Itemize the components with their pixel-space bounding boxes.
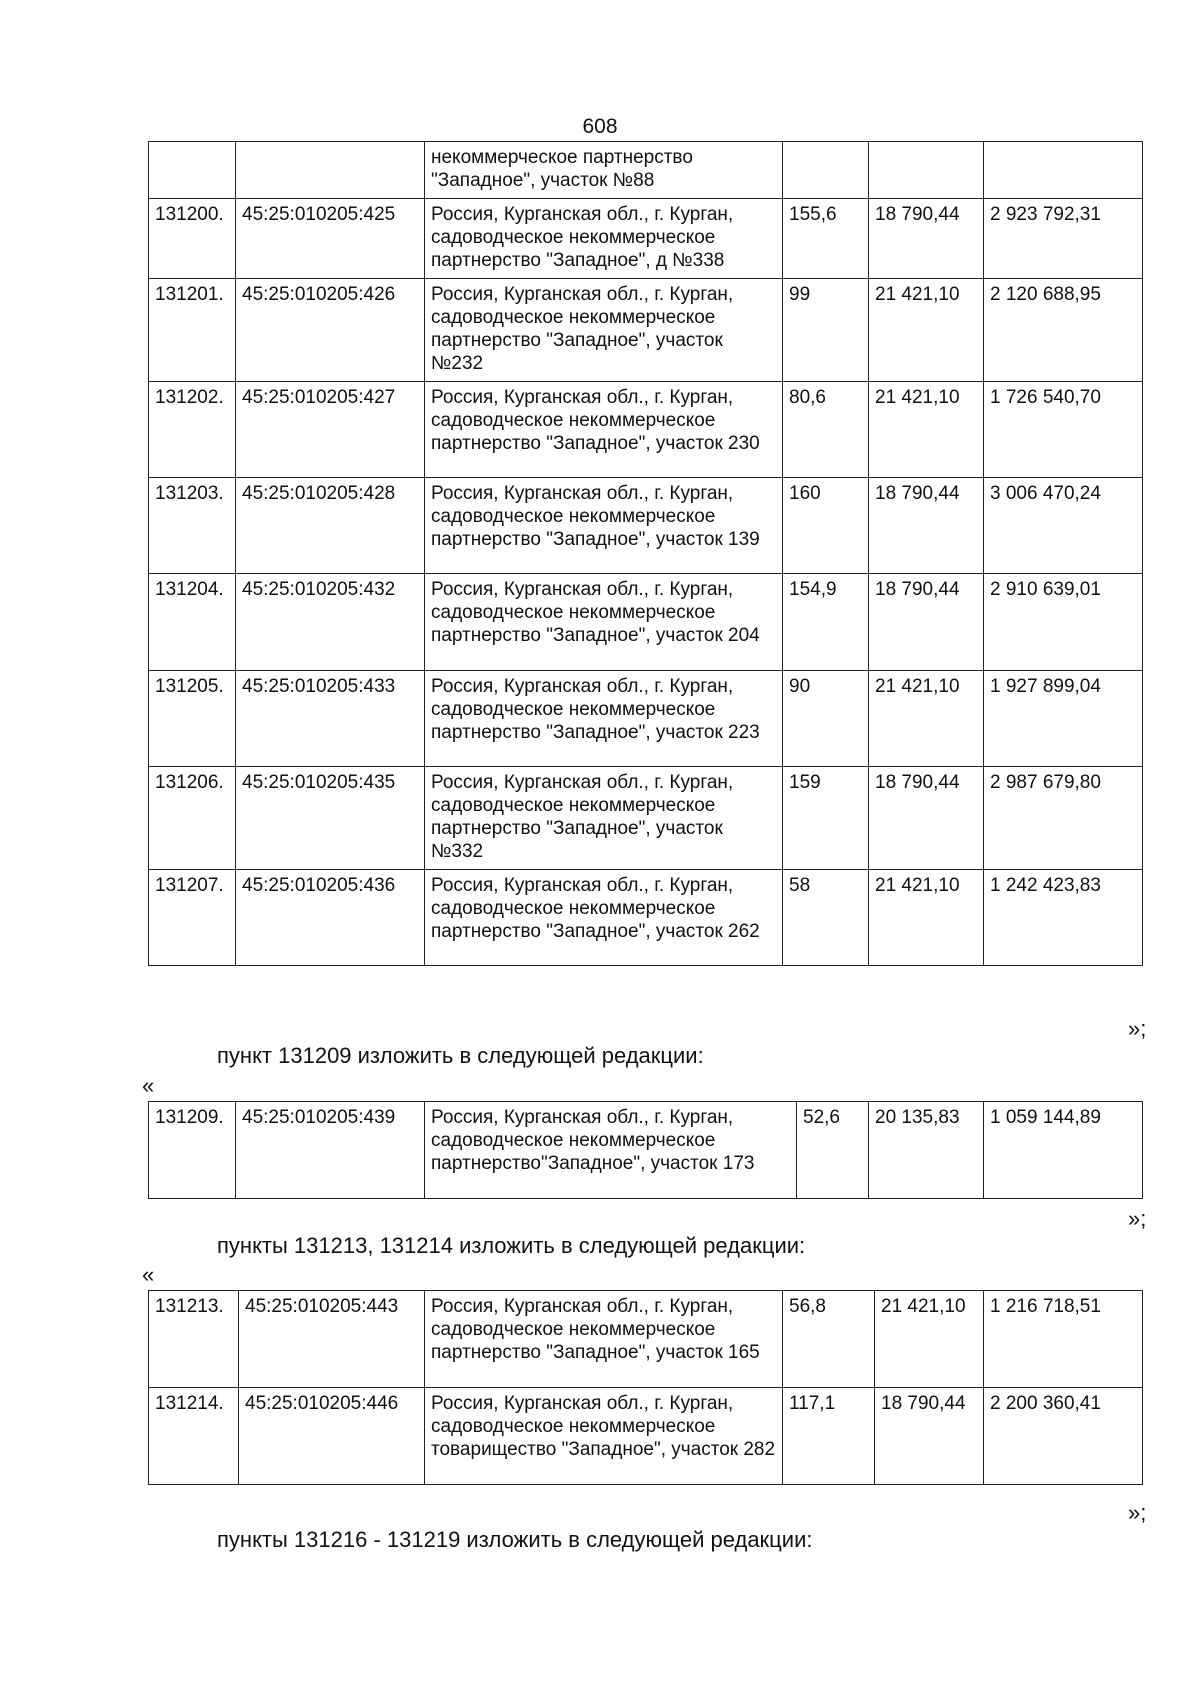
address-cell: Россия, Курганская обл., г. Курган, садоводческое некоммерческое партнерство "Западное", участок 230 xyxy=(425,382,783,478)
cadastral-number-cell: 45:25:010205:446 xyxy=(239,1388,425,1485)
table-row xyxy=(149,279,1143,382)
paragraph-item-131209: пункт 131209 изложить в следующей редакции: xyxy=(217,1043,704,1068)
cadastral-value-cell: 2 120 688,95 xyxy=(984,279,1143,382)
unit-value-cell: 20 135,83 xyxy=(869,1102,984,1199)
row-number-cell: 131203. xyxy=(149,478,236,574)
address-cell: Россия, Курганская обл., г. Курган, садоводческое некоммерческое партнерство "Западное", участок №232 xyxy=(425,279,783,382)
closing-quote-1: »; xyxy=(1128,1016,1147,1041)
cadastral-number-cell: 45:25:010205:425 xyxy=(236,199,425,279)
unit-value-cell: 18 790,44 xyxy=(869,199,984,279)
unit-value-cell: 21 421,10 xyxy=(869,279,984,382)
address-cell: Россия, Курганская обл., г. Курган, садоводческое некоммерческое партнерство "Западное", участок 262 xyxy=(425,870,783,966)
table-row xyxy=(149,142,1143,199)
cadastral-number-cell: 45:25:010205:427 xyxy=(236,382,425,478)
row-number-cell: 131201. xyxy=(149,279,236,382)
cadastral-number-cell: 45:25:010205:426 xyxy=(236,279,425,382)
table-row xyxy=(149,478,1143,574)
area-cell: 99 xyxy=(783,279,869,382)
unit-value-cell: 21 421,10 xyxy=(875,1291,984,1388)
unit-value-cell: 21 421,10 xyxy=(869,382,984,478)
row-number-cell: 131206. xyxy=(149,767,236,870)
cadastral-value-cell xyxy=(984,142,1143,199)
page-number: 608 xyxy=(582,115,618,138)
cadastral-number-cell xyxy=(236,142,425,199)
table-row xyxy=(149,1388,1143,1485)
row-number-cell: 131204. xyxy=(149,574,236,671)
table-row xyxy=(149,767,1143,870)
unit-value-cell: 18 790,44 xyxy=(869,478,984,574)
area-cell xyxy=(783,142,869,199)
table-land-plots-3 xyxy=(148,1290,1143,1485)
row-number-cell xyxy=(149,142,236,199)
area-cell: 56,8 xyxy=(783,1291,875,1388)
row-number-cell: 131214. xyxy=(149,1388,239,1485)
area-cell: 117,1 xyxy=(783,1388,875,1485)
cadastral-value-cell: 1 242 423,83 xyxy=(984,870,1143,966)
area-cell: 154,9 xyxy=(783,574,869,671)
opening-quote-1: « xyxy=(142,1073,155,1098)
address-cell: Россия, Курганская обл., г. Курган, садоводческое некоммерческое партнерство "Западное", участок №332 xyxy=(425,767,783,870)
paragraph-items-131216-131219: пункты 131216 - 131219 изложить в следующей редакции: xyxy=(217,1527,813,1552)
table-land-plots-1 xyxy=(148,141,1143,966)
address-cell: Россия, Курганская обл., г. Курган, садоводческое некоммерческое партнерство "Западное", д №338 xyxy=(425,199,783,279)
paragraph-items-131213-131214: пункты 131213, 131214 изложить в следующей редакции: xyxy=(217,1233,806,1258)
address-cell: Россия, Курганская обл., г. Курган, садоводческое некоммерческое партнерство "Западное", участок 204 xyxy=(425,574,783,671)
table-row xyxy=(149,382,1143,478)
area-cell: 159 xyxy=(783,767,869,870)
table-row xyxy=(149,1102,1143,1199)
cadastral-value-cell: 2 987 679,80 xyxy=(984,767,1143,870)
row-number-cell: 131200. xyxy=(149,199,236,279)
cadastral-number-cell: 45:25:010205:439 xyxy=(236,1102,425,1199)
cadastral-value-cell: 2 200 360,41 xyxy=(984,1388,1143,1485)
cadastral-value-cell: 2 923 792,31 xyxy=(984,199,1143,279)
table-row xyxy=(149,671,1143,767)
cadastral-value-cell: 1 927 899,04 xyxy=(984,671,1143,767)
table-row xyxy=(149,199,1143,279)
row-number-cell: 131202. xyxy=(149,382,236,478)
unit-value-cell: 18 790,44 xyxy=(869,767,984,870)
closing-quote-2: »; xyxy=(1128,1206,1147,1231)
unit-value-cell xyxy=(869,142,984,199)
area-cell: 90 xyxy=(783,671,869,767)
cadastral-number-cell: 45:25:010205:436 xyxy=(236,870,425,966)
row-number-cell: 131205. xyxy=(149,671,236,767)
cadastral-value-cell: 1 726 540,70 xyxy=(984,382,1143,478)
address-cell: некоммерческое партнерство "Западное", участок №88 xyxy=(425,142,783,199)
unit-value-cell: 18 790,44 xyxy=(875,1388,984,1485)
closing-quote-3: »; xyxy=(1128,1500,1147,1525)
address-cell: Россия, Курганская обл., г. Курган, садоводческое некоммерческое партнерство "Западное", участок 223 xyxy=(425,671,783,767)
cadastral-number-cell: 45:25:010205:432 xyxy=(236,574,425,671)
unit-value-cell: 21 421,10 xyxy=(869,870,984,966)
unit-value-cell: 21 421,10 xyxy=(869,671,984,767)
area-cell: 155,6 xyxy=(783,199,869,279)
cadastral-number-cell: 45:25:010205:443 xyxy=(239,1291,425,1388)
address-cell: Россия, Курганская обл., г. Курган, садоводческое некоммерческое партнерство "Западное", участок 139 xyxy=(425,478,783,574)
row-number-cell: 131213. xyxy=(149,1291,239,1388)
address-cell: Россия, Курганская обл., г. Курган, садоводческое некоммерческое товарищество "Западное", участок 282 xyxy=(425,1388,783,1485)
table-row xyxy=(149,1291,1143,1388)
unit-value-cell: 18 790,44 xyxy=(869,574,984,671)
table-row xyxy=(149,574,1143,671)
row-number-cell: 131209. xyxy=(149,1102,236,1199)
row-number-cell: 131207. xyxy=(149,870,236,966)
opening-quote-2: « xyxy=(142,1262,155,1287)
cadastral-value-cell: 2 910 639,01 xyxy=(984,574,1143,671)
cadastral-value-cell: 1 059 144,89 xyxy=(984,1102,1143,1199)
table-land-plots-2 xyxy=(148,1101,1143,1199)
area-cell: 80,6 xyxy=(783,382,869,478)
area-cell: 160 xyxy=(783,478,869,574)
cadastral-value-cell: 3 006 470,24 xyxy=(984,478,1143,574)
cadastral-value-cell: 1 216 718,51 xyxy=(984,1291,1143,1388)
address-cell: Россия, Курганская обл., г. Курган, садоводческое некоммерческое партнерство"Западное", участок 173 xyxy=(425,1102,797,1199)
area-cell: 58 xyxy=(783,870,869,966)
cadastral-number-cell: 45:25:010205:435 xyxy=(236,767,425,870)
table-row xyxy=(149,870,1143,966)
cadastral-number-cell: 45:25:010205:433 xyxy=(236,671,425,767)
cadastral-number-cell: 45:25:010205:428 xyxy=(236,478,425,574)
address-cell: Россия, Курганская обл., г. Курган, садоводческое некоммерческое партнерство "Западное", участок 165 xyxy=(425,1291,783,1388)
area-cell: 52,6 xyxy=(797,1102,869,1199)
